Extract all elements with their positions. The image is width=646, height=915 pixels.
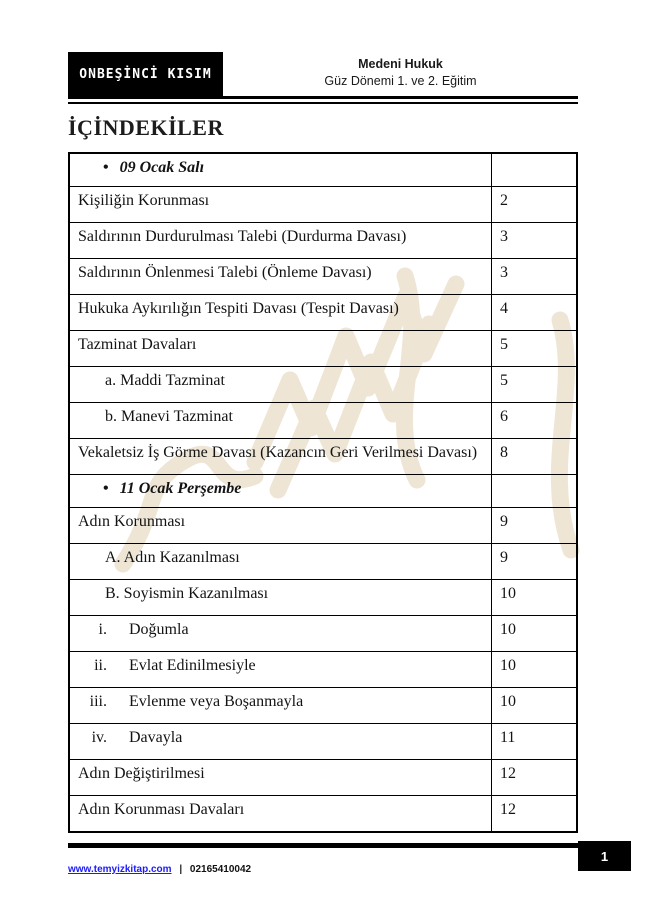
toc-entry-page xyxy=(491,154,576,186)
footer-contact xyxy=(68,864,251,875)
section-banner-label: ONBEŞİNCİ KISIM xyxy=(79,66,212,82)
table-row xyxy=(70,259,576,295)
toc-entry-page: 10 xyxy=(491,652,576,687)
section-date-label: 11 Ocak Perşembe xyxy=(119,480,242,497)
roman-numeral: ii. xyxy=(94,657,107,674)
table-row xyxy=(70,154,576,187)
table-row xyxy=(70,580,576,616)
toc-entry-text: Saldırının Durdurulması Talebi (Durdurma Davası) xyxy=(78,228,407,245)
toc-entry-page: 6 xyxy=(491,403,576,438)
toc-entry-label xyxy=(70,688,491,723)
footer-separator: | xyxy=(179,864,183,875)
section-banner xyxy=(68,52,223,96)
toc-entry-page: 12 xyxy=(491,796,576,831)
course-title: Medeni Hukuk xyxy=(358,57,443,71)
toc-entry-text: Evlenme veya Boşanmayla xyxy=(129,693,304,710)
page-number-box xyxy=(578,841,631,871)
bullet-icon: • xyxy=(103,480,109,497)
toc-entry-page: 10 xyxy=(491,580,576,615)
toc-entry-label xyxy=(70,154,491,186)
toc-entry-label xyxy=(70,367,491,402)
toc-entry-page: 11 xyxy=(491,724,576,759)
toc-entry-text: Saldırının Önlenmesi Talebi (Önleme Davası) xyxy=(78,264,372,281)
toc-entry-label xyxy=(70,616,491,651)
toc-entry-text: Hukuka Aykırılığın Tespiti Davası (Tespit Davası) xyxy=(78,300,399,317)
header-titles xyxy=(223,56,578,90)
roman-numeral: iv. xyxy=(91,729,107,746)
toc-entry-label xyxy=(70,760,491,795)
toc-entry-page: 2 xyxy=(491,187,576,222)
footer-divider xyxy=(68,843,578,848)
toc-entry-text: Adın Korunması Davaları xyxy=(78,801,245,818)
course-subtitle: Güz Dönemi 1. ve 2. Eğitim xyxy=(324,74,477,88)
toc-entry-text: Evlat Edinilmesiyle xyxy=(129,657,256,674)
section-date-label: 09 Ocak Salı xyxy=(119,159,205,176)
website-link[interactable]: www.temyizkitap.com xyxy=(68,864,172,875)
header-divider xyxy=(68,96,578,104)
roman-numeral: i. xyxy=(98,621,107,638)
table-row xyxy=(70,688,576,724)
toc-entry-text: Tazminat Davaları xyxy=(78,336,197,353)
toc-entry-text: Adın Korunması xyxy=(78,513,186,530)
toc-entry-page: 3 xyxy=(491,259,576,294)
bullet-icon: • xyxy=(103,159,109,176)
toc-entry-page: 12 xyxy=(491,760,576,795)
toc-entry-text: Vekaletsiz İş Görme Davası (Kazancın Geri Verilmesi Davası) xyxy=(78,444,478,461)
toc-entry-label xyxy=(70,508,491,543)
table-row xyxy=(70,367,576,403)
toc-table xyxy=(68,152,578,833)
toc-entry-page: 8 xyxy=(491,439,576,474)
toc-entry-label xyxy=(70,187,491,222)
toc-entry-page: 4 xyxy=(491,295,576,330)
toc-entry-label xyxy=(70,475,491,507)
toc-entry-page: 10 xyxy=(491,616,576,651)
toc-entry-text: b. Manevi Tazminat xyxy=(105,408,233,425)
toc-entry-label xyxy=(70,403,491,438)
table-row xyxy=(70,475,576,508)
toc-entry-label xyxy=(70,439,491,474)
toc-entry-page: 9 xyxy=(491,544,576,579)
page-title: İÇİNDEKİLER xyxy=(68,115,224,140)
table-row xyxy=(70,616,576,652)
table-row xyxy=(70,331,576,367)
toc-entry-page: 5 xyxy=(491,367,576,402)
toc-entry-label xyxy=(70,652,491,687)
toc-entry-text: Adın Değiştirilmesi xyxy=(78,765,205,782)
toc-entry-label xyxy=(70,544,491,579)
toc-entry-label xyxy=(70,331,491,366)
toc-entry-label xyxy=(70,259,491,294)
toc-entry-label xyxy=(70,295,491,330)
toc-entry-page xyxy=(491,475,576,507)
toc-entry-text: A. Adın Kazanılması xyxy=(105,549,240,566)
table-row xyxy=(70,403,576,439)
page-number: 1 xyxy=(600,848,609,864)
toc-entry-text: a. Maddi Tazminat xyxy=(105,372,225,389)
table-row xyxy=(70,223,576,259)
toc-entry-text: Davayla xyxy=(129,729,183,746)
toc-entry-page: 9 xyxy=(491,508,576,543)
table-row xyxy=(70,508,576,544)
toc-entry-label xyxy=(70,223,491,258)
table-row xyxy=(70,544,576,580)
table-row xyxy=(70,295,576,331)
roman-numeral: iii. xyxy=(89,693,107,710)
table-row xyxy=(70,439,576,475)
toc-entry-text: Kişiliğin Korunması xyxy=(78,192,210,209)
phone-number: 02165410042 xyxy=(189,864,252,875)
toc-entry-page: 3 xyxy=(491,223,576,258)
toc-entry-page: 5 xyxy=(491,331,576,366)
toc-entry-label xyxy=(70,724,491,759)
toc-entry-page: 10 xyxy=(491,688,576,723)
table-row xyxy=(70,796,576,831)
toc-entry-text: B. Soyismin Kazanılması xyxy=(105,585,269,602)
toc-entry-text: Doğumla xyxy=(129,621,189,638)
table-row xyxy=(70,187,576,223)
table-row xyxy=(70,724,576,760)
toc-entry-label xyxy=(70,796,491,831)
table-row xyxy=(70,760,576,796)
table-row xyxy=(70,652,576,688)
toc-entry-label xyxy=(70,580,491,615)
